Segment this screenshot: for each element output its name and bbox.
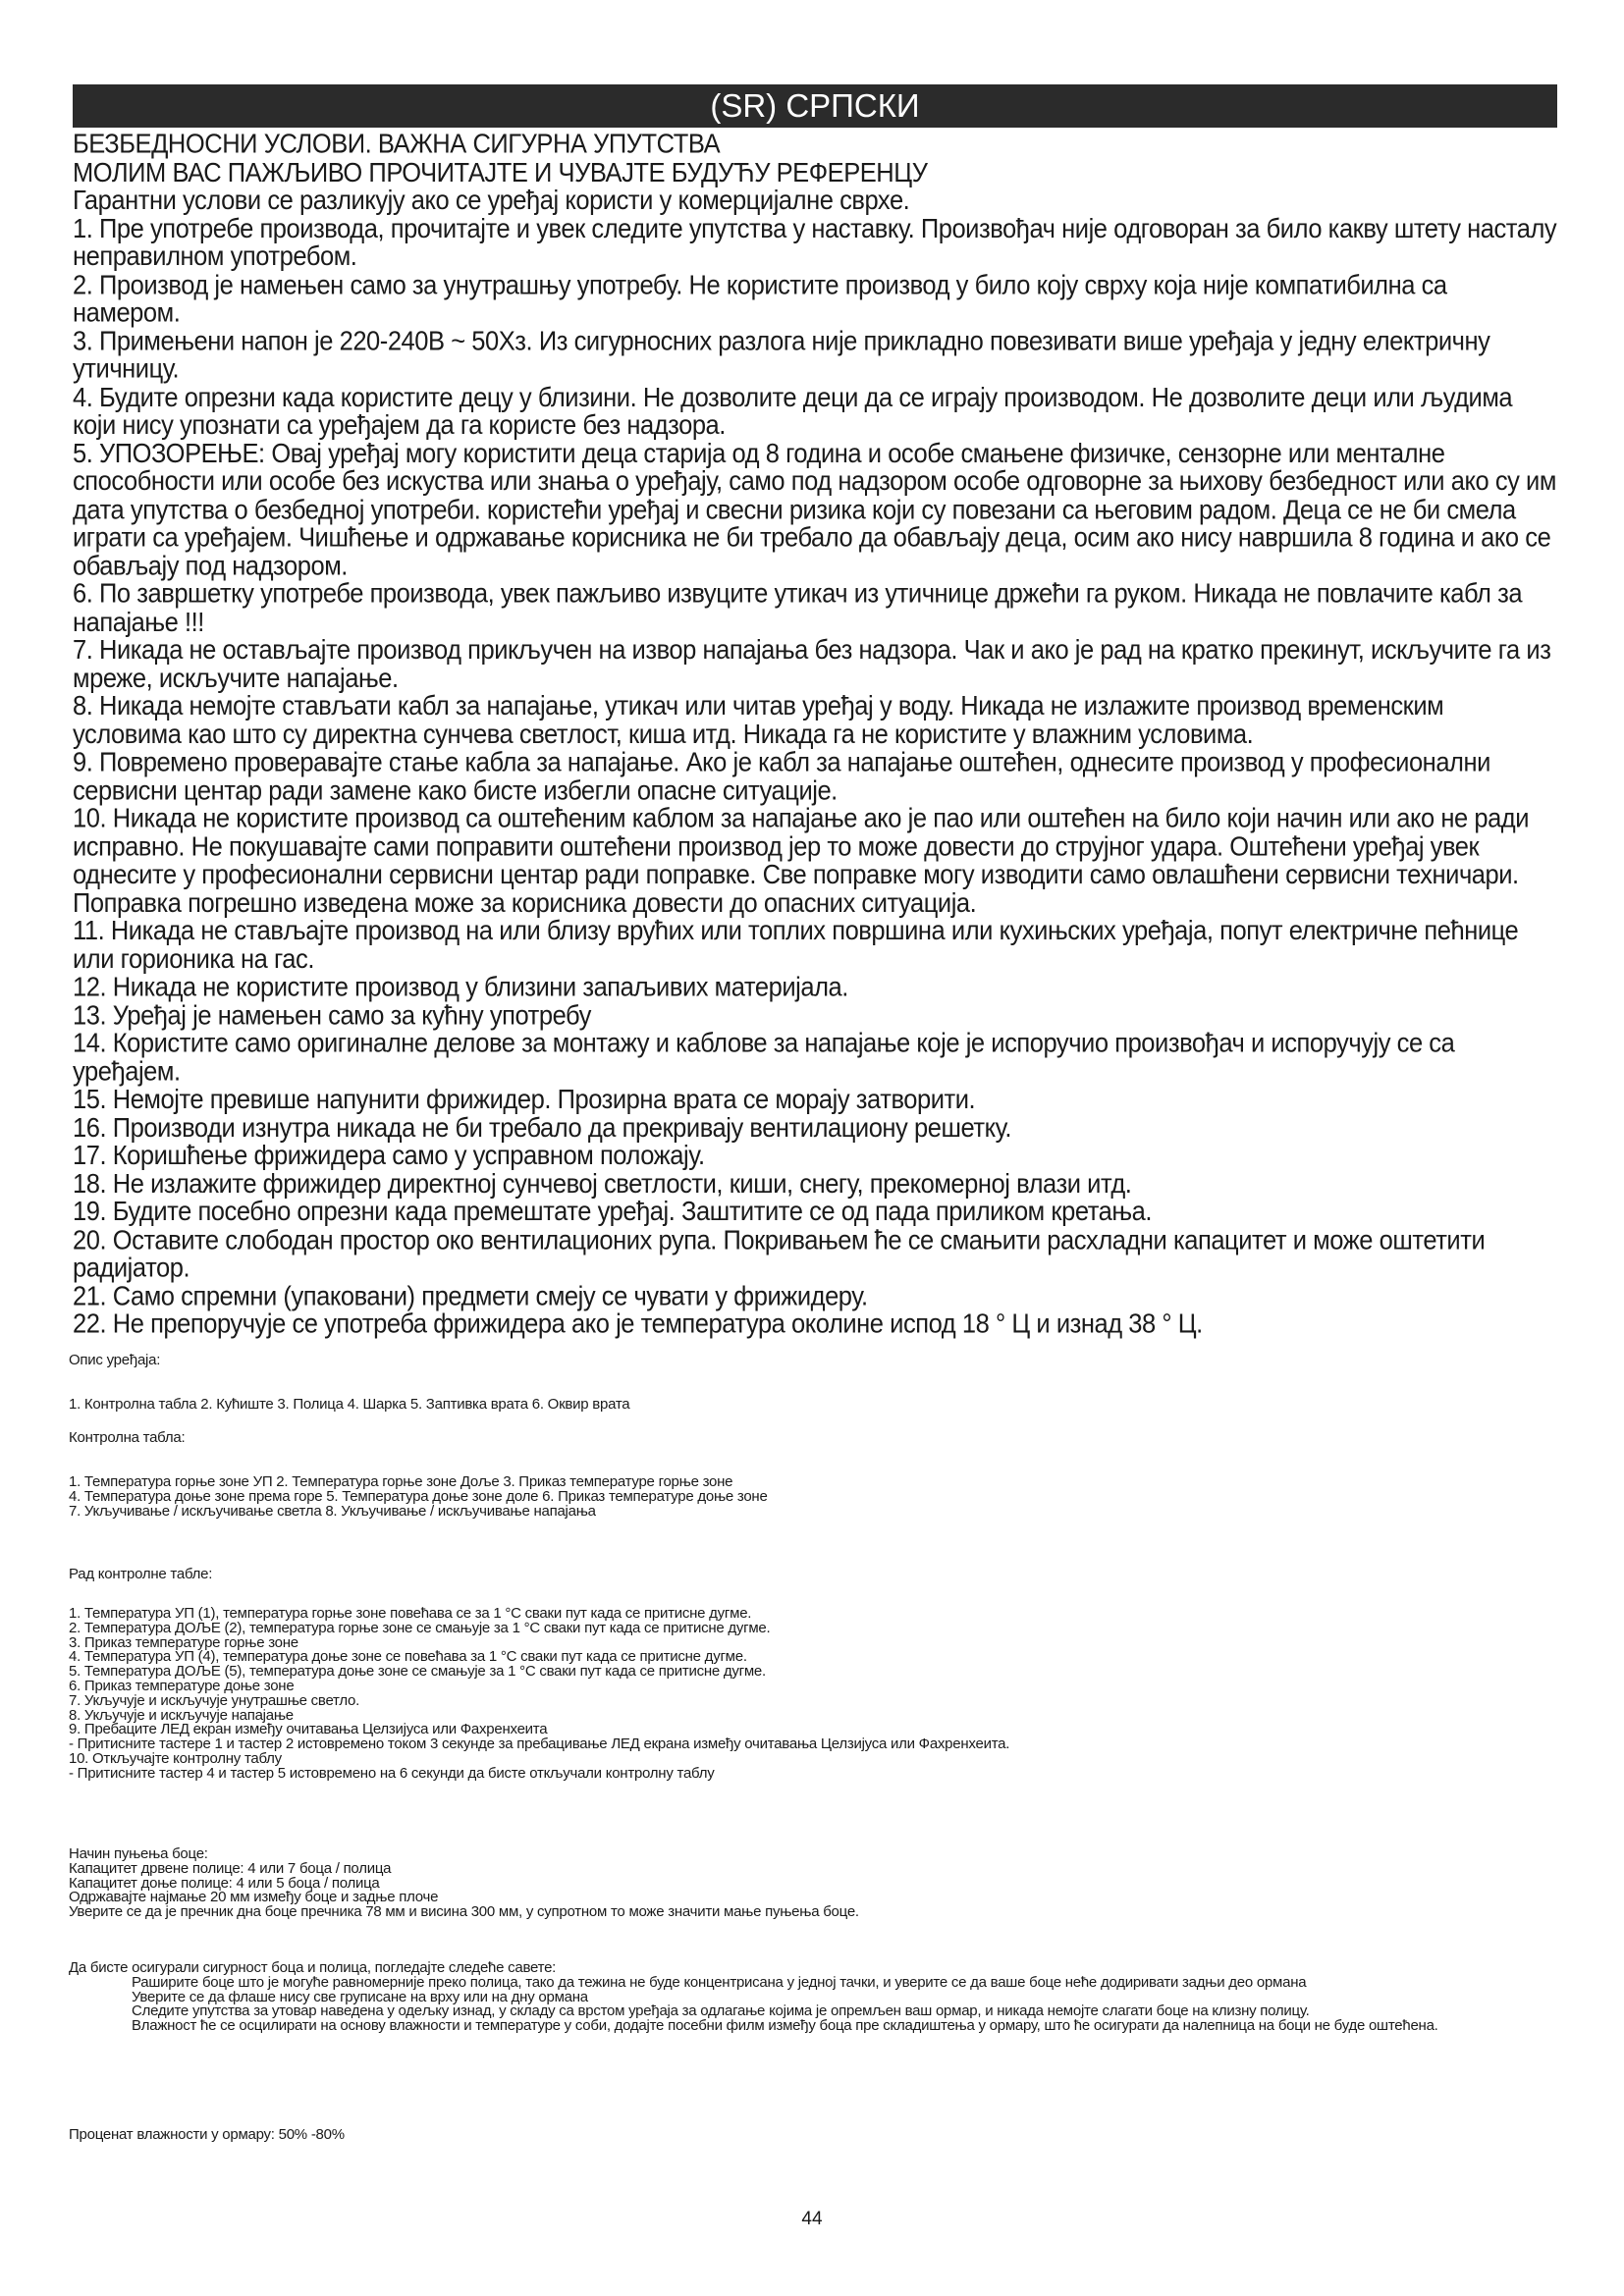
- operation-line: 2. Температура ДОЉЕ (2), температура горње зоне се смањује за 1 °С сваки пут када се притисне дугме.: [69, 1619, 771, 1636]
- humidity-block: [69, 2128, 1553, 2143]
- safety-item: 22. Не препоручује се употреба фрижидера ако је температура околине испод 18 ° Ц и изнад 38 ° Ц.: [73, 1308, 1203, 1340]
- safety-tips: [69, 1961, 1553, 2034]
- control-panel-heading: Контролна табла:: [69, 1429, 186, 1446]
- operation-line: 5. Температура ДОЉЕ (5), температура доње зоне се смањује за 1 °С сваки пут када се притисне дугме.: [69, 1663, 766, 1681]
- safety-item: 14. Користите само оригиналне делове за монтажу и каблове за напајање које је испоручио произвођач и испоручују се са уређајем.: [73, 1028, 1455, 1087]
- description-parts: 1. Контролна табла 2. Кућиште 3. Полица 4. Шарка 5. Заптивка врата 6. Оквир врата: [69, 1396, 630, 1413]
- safety-tip: Уверите се да флаше нису све груписане на врху или на дну ормана: [132, 1988, 588, 2005]
- operation-line: 8. Укључује и искључује напајање: [69, 1706, 294, 1724]
- bottle-line: Капацитет дрвене полице: 4 или 7 боца / полица: [69, 1859, 392, 1877]
- safety-item: 9. Повремено проверавајте стање кабла за напајање. Ако је кабл за напајање оштећен, однесите производ у професионални сервисни центар ради замене како бисте избегли опасне ситуације.: [73, 747, 1490, 806]
- safety-tips-heading: Да бисте осигурали сигурност боца и полица, погледајте следеће савете:: [69, 1959, 557, 1976]
- safety-item: 11. Никада не стављајте производ на или близу врућих или топлих површина или кухињских уређаја, попут електричне пећнице или горионика на гас.: [73, 916, 1519, 975]
- operation-heading: Рад контролне табле:: [69, 1566, 213, 1582]
- safety-item: 10. Никада не користите производ са оштећеним каблом за напајање ако је пао или оштећен на било који начин или ако не ради исправно. Не покушавајте сами поправити оштећени производ јер то може довести до струјног удара. Оштећени уређај увек однесите у професионални сервисни центар ради поправке. Све поправке могу изводити само овлашћени сервисни техничари. Поправка погрешно изведена може за корисника довести до опасних ситуација.: [73, 803, 1530, 918]
- safety-item: 19. Будите посебно опрезни када премештате уређај. Заштитите се од пада приликом кретања.: [73, 1197, 1153, 1227]
- control-panel-line: 1. Температура горње зоне УП 2. Температура горње зоне Доље 3. Приказ температуре горње зоне: [69, 1473, 733, 1490]
- safety-item: 12. Никада не користите производ у близини запаљивих материјала.: [73, 972, 848, 1002]
- control-panel-line: 7. Укључивање / искључивање светла 8. Укључивање / искључивање напајања: [69, 1502, 596, 1520]
- operation-line: - Притисните тастере 1 и тастер 2 истовремено током 3 секунде за пребацивање ЛЕД екрана између очитавања Целзијуса или Фахренхеита.: [69, 1735, 1010, 1753]
- operation-line: 9. Пребаците ЛЕД екран између очитавања Целзијуса или Фахренхеита: [69, 1721, 548, 1738]
- operation-line: - Притисните тастер 4 и тастер 5 истовремено на 6 секунди да бисте откључали контролну таблу: [69, 1764, 715, 1782]
- bottle-line: Капацитет доње полице: 4 или 5 боца / полица: [69, 1874, 380, 1892]
- safety-item: 3. Примењени напон је 220-240В ~ 50Хз. Из сигурносних разлога није прикладно повезивати више уређаја у једну електричну утичницу.: [73, 326, 1490, 385]
- safety-item: 16. Производи изнутра никада не би требало да прекривају вентилациону решетку.: [73, 1112, 1011, 1143]
- control-panel-heading-block: [69, 1431, 1553, 1446]
- safety-item: 1. Пре употребе производа, прочитајте и увек следите упутства у наставку. Произвођач није одговоран за било какву штету насталу неправилном употребом.: [73, 213, 1557, 272]
- control-panel-line: 4. Температура доње зоне према горе 5. Температура доње зоне доле 6. Приказ температуре доње зоне: [69, 1487, 768, 1505]
- safety-item: 7. Никада не остављајте производ прикључен на извор напајања без надзора. Чак и ако је рад на кратко прекинут, искључите га из мреже, искључите напајање.: [73, 635, 1551, 693]
- operation-line: 3. Приказ температуре горње зоне: [69, 1633, 298, 1651]
- safety-subheading: МОЛИМ ВАС ПАЖЉИВО ПРОЧИТАЈТЕ И ЧУВАЈТЕ БУДУЋУ РЕФЕРЕНЦУ: [73, 157, 928, 187]
- operation-line: 1. Температура УП (1), температура горње зоне повећава се за 1 °С сваки пут када се притисне дугме.: [69, 1605, 752, 1622]
- safety-item: 4. Будите опрезни када користите децу у близини. Не дозволите деци да се играју производом. Не дозволите деци или људима који нису упознати са уређајем да га користе без надзора.: [73, 382, 1513, 441]
- safety-item: 8. Никада немојте стављати кабл за напајање, утикач или читав уређај у воду. Никада не излажите производ временским условима као што су директна сунчева светлост, киша итд. Никада га не користите у влажним условима.: [73, 691, 1444, 750]
- safety-item: 15. Немојте превише напунити фрижидер. Прозирна врата се морају затворити.: [73, 1085, 976, 1115]
- bottle-line: Начин пуњења боце:: [69, 1845, 208, 1862]
- safety-item: 6. По завршетку употребе производа, увек пажљиво извуците утикач из утичнице држећи га руком. Никада не повлачите кабл за напајање !!!: [73, 578, 1523, 637]
- language-header: (SR) СРПСКИ: [73, 84, 1557, 128]
- safety-section: [73, 131, 1557, 1339]
- safety-item: 5. УПОЗОРЕЊЕ: Овај уређај могу користити деца старија од 8 година и особе смањене физичке, сензорне или менталне способности или особе без искуства или знања о уређају, само под надзором особе одговорне за њихову безбедност или ако су им дата упутства о безбедној употреби. користећи уређај и свесни ризика који су повезани са његовим радом. Деца се не би смела играти са уређајем. Чишћење и одржавање корисника не би требало да обављају деца, осим ако нису навршила 8 година и ако се обављају под надзором.: [73, 438, 1556, 581]
- bottle-filling-list: [69, 1847, 1553, 1920]
- description-heading-block: [69, 1354, 1553, 1368]
- operation-line: 4. Температура УП (4), температура доње зоне се повећава за 1 °С сваки пут када се притисне дугме.: [69, 1648, 747, 1666]
- safety-item: 13. Уређај је намењен само за кућну употребу: [73, 1000, 591, 1031]
- bottle-line: Уверите се да је пречник дна боце пречника 78 мм и висина 300 мм, у супротном то може значити мање пуњења боце.: [69, 1903, 859, 1921]
- humidity-text: Проценат влажности у ормару: 50% -80%: [69, 2126, 345, 2143]
- safety-item: 20. Оставите слободан простор око вентилационих рупа. Покривањем ће се смањити расхладни капацитет и може оштетити радијатор.: [73, 1225, 1486, 1283]
- operation-heading-block: [69, 1568, 1553, 1582]
- operation-line: 6. Приказ температуре доње зоне: [69, 1677, 295, 1694]
- safety-item: 18. Не излажите фрижидер директној сунчевој светлости, киши, снегу, прекомерној влази итд.: [73, 1168, 1132, 1200]
- safety-item: 21. Само спремни (упаковани) предмети смеју се чувати у фрижидеру.: [73, 1281, 868, 1311]
- page-number: 44: [801, 2209, 823, 2229]
- bottle-line: Одржавајте најмање 20 мм између боце и задње плоче: [69, 1889, 439, 1906]
- safety-tip: Раширите боце што је могуће равномерније преко полица, тако да тежина не буде концентрисана у једној тачки, и уверите се да ваше боце неће додиривати задњи део ормана: [132, 1973, 1307, 1991]
- safety-item: 2. Производ је намењен само за унутрашњу употребу. Не користите производ у било коју сврху која није компатибилна са намером.: [73, 270, 1447, 328]
- control-panel-list: [69, 1475, 1553, 1519]
- warranty-note: Гарантни услови се разликују ако се уређај користи у комерцијалне сврхе.: [73, 186, 910, 216]
- operation-list: [69, 1607, 1553, 1782]
- description-parts-block: [69, 1398, 1553, 1413]
- description-heading: Опис уређаја:: [69, 1352, 161, 1368]
- safety-heading: БЕЗБЕДНОСНИ УСЛОВИ. ВАЖНА СИГУРНА УПУТСТВА: [73, 129, 721, 160]
- safety-tip: Влажност ће се осцилирати на основу влажности и температуре у соби, додајте посебни филм између боца пре складиштења у ормару, што ће осигурати да налепница на боци не буде оштећена.: [132, 2017, 1438, 2035]
- safety-item: 17. Коришћење фрижидера само у усправном положају.: [73, 1141, 705, 1171]
- operation-line: 7. Укључује и искључује унутрашње светло.: [69, 1691, 360, 1709]
- operation-line: 10. Откључајте контролну таблу: [69, 1749, 282, 1767]
- safety-tip: Следите упутства за утовар наведена у одељку изнад, у складу са врстом уређаја за одлагање којима је опремљен ваш ормар, и никада немојте слагати боце на клизну полицу.: [132, 2002, 1310, 2020]
